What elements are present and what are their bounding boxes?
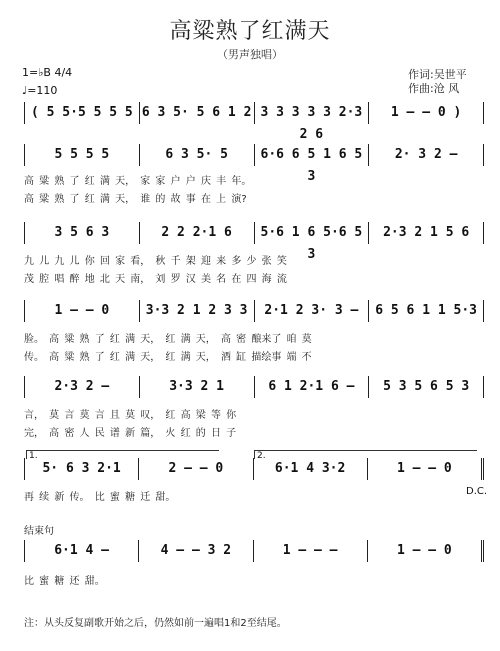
measure: 1 — — 0 ) xyxy=(369,102,484,124)
measure: 2·1 2 3· 3 — xyxy=(255,300,370,322)
measure: 1 — — 0 xyxy=(368,540,484,562)
lyric-line: 比 蜜 糖 还 甜。 xyxy=(24,576,105,587)
lyric-line: 传。 高 粱 熟 了 红 满 天， 红 满 天， 酒 缸 描绘事 端 不 xyxy=(24,352,312,363)
measure: ( 5 5·5 5 5 5 xyxy=(24,102,140,124)
lyric-line: 高 粱 熟 了 红 满 天， 谁 的 故 事 在 上 演? xyxy=(24,194,247,205)
tempo-marking: ♩=110 xyxy=(22,84,58,97)
measure: 3 3 3 3 3 2·3 2 6 xyxy=(255,102,370,124)
measure: 2· 3 2 — xyxy=(369,144,484,166)
measure: 6 3 5· 5 6 1 2 xyxy=(140,102,255,124)
measure: 3·3 2 1 2 3 3 xyxy=(140,300,255,322)
lyric-line: 高 粱 熟 了 红 满 天， 家 家 户 户 庆 丰 年。 xyxy=(24,176,252,187)
lyric-line: 完， 高 密 人 民 谱 新 篇， 火 红 的 日 子 xyxy=(24,428,237,439)
measure: 5·6 1 6 5·6 5 3 xyxy=(255,222,370,244)
volta-first-ending: 1. xyxy=(26,450,219,459)
measure: 2·3 2 1 5 6 xyxy=(369,222,484,244)
key-signature: 1=♭B 4/4 xyxy=(22,66,73,79)
volta-second-ending: 2. xyxy=(254,450,477,459)
measure: 3·3 2 1 xyxy=(140,376,255,398)
measure: 6 5 6 1 1 5·3 xyxy=(369,300,484,322)
lyric-line: 言， 莫 言 莫 言 且 莫 叹， 红 高 梁 等 你 xyxy=(24,410,237,421)
notes-line xyxy=(24,458,484,480)
ending-label: 结束句 xyxy=(24,526,54,537)
measure: 2 — — 0 xyxy=(139,458,253,480)
measure: 6 1 2·1 6 — xyxy=(255,376,370,398)
lyric-line: 再 续 新 传。 比 蜜 糖 迁 甜。 xyxy=(24,492,176,503)
measure: 6·6 6 5 1 6 5 3 xyxy=(255,144,370,166)
measure: 2 2 2·1 6 xyxy=(140,222,255,244)
measure: 5· 6 3 2·1 xyxy=(24,458,139,480)
measure: 5 5 5 5 xyxy=(24,144,140,166)
notes-line xyxy=(24,540,484,562)
footer-note: 注：从头反复副歌开始之后，仍然如前一遍唱1和2至结尾。 xyxy=(24,618,287,629)
measure: 6·1 4 3·2 xyxy=(254,458,368,480)
measure: 3 5 6 3 xyxy=(24,222,140,244)
measure: 4 — — 3 2 xyxy=(139,540,253,562)
measure: 6·1 4 — xyxy=(24,540,139,562)
notes-line xyxy=(24,102,484,142)
composer-credit: 作曲:沧 风 xyxy=(408,82,460,95)
lyric-line: 脸。 高 粱 熟 了 红 满 天， 红 满 天， 高 密 酿来了 咱 莫 xyxy=(24,334,312,345)
da-capo-marking: D.C. xyxy=(466,486,488,497)
measure: 6 3 5· 5 xyxy=(140,144,255,166)
song-title: 高粱熟了红满天 xyxy=(169,19,331,44)
notes-line xyxy=(24,300,484,322)
lyricist-credit: 作词:吴世平 xyxy=(408,68,467,81)
song-subtitle: （男声独唱） xyxy=(217,48,283,61)
measure: 1 — — — xyxy=(254,540,368,562)
measure: 1 — — 0 xyxy=(368,458,484,480)
measure: 1 — — 0 xyxy=(24,300,140,322)
measure: 5 3 5 6 5 3 xyxy=(369,376,484,398)
lyric-line: 茂 腔 唱 醉 地 北 天 南， 刘 罗 汉 美 名 在 四 海 流 xyxy=(24,274,287,285)
measure: 2·3 2 — xyxy=(24,376,140,398)
notes-line xyxy=(24,376,484,398)
lyric-line: 九 儿 九 儿 你 回 家 看， 秋 千 架 迎 来 多 少 张 笑 xyxy=(24,256,287,267)
